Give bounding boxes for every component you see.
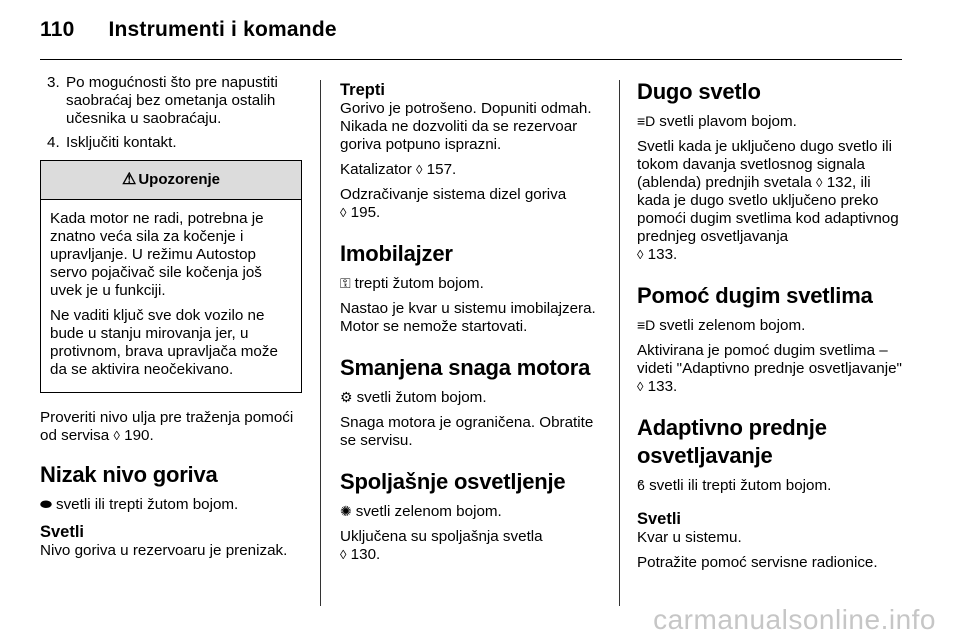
oil-ref: 190.	[124, 427, 154, 444]
adaptive-lighting-icon: ϐ	[637, 477, 646, 493]
exterior-light-icon: ✺	[340, 503, 352, 519]
exterior-light-heading: Spoljašnje osvetljenje	[340, 469, 566, 494]
adaptive-lighting-text-2: Potražite pomoć servisne radionice.	[637, 554, 878, 571]
high-beam-heading: Dugo svetlo	[637, 79, 761, 104]
trepti-heading: Trepti	[340, 81, 385, 99]
high-beam-ref-1: 132, ili kada je dugo svetlo uključeno preko pomoći dugim svetlima kod adaptivnog prednjeg osvetljavanja	[637, 174, 899, 245]
catalyst-ref: 157.	[426, 161, 457, 178]
adaptive-lighting-status-text: svetli ili trepti žutom bojom.	[649, 477, 832, 494]
oil-text: Proveriti nivo ulja pre traženja pomoći od servisa	[40, 409, 294, 444]
list-number: 4.	[47, 134, 60, 151]
column-divider-2	[619, 80, 620, 606]
page-ref-icon: ◊	[416, 162, 423, 177]
steps-list	[40, 74, 302, 152]
immobilizer-status	[340, 274, 606, 293]
page-ref-icon: ◊	[340, 205, 347, 220]
adaptive-lighting-text-1: Kvar u sistemu.	[637, 529, 742, 546]
fuel-sub-heading: Svetli	[40, 523, 85, 541]
fuel-status-text: svetli ili trepti žutom bojom.	[55, 496, 239, 513]
high-beam-assist-text: Aktivirana je pomoć dugim svetlima – videti "Adaptivno prednje osvetljavanje"	[637, 342, 902, 377]
catalyst-text: Katalizator	[340, 161, 412, 178]
page-ref-icon: ◊	[816, 175, 823, 190]
immobilizer-text: Nastao je kvar u sistemu imobilajzera. Motor se nemože startovati.	[340, 300, 596, 335]
diesel-ref: 195.	[350, 204, 381, 221]
high-beam-status	[637, 112, 905, 131]
adaptive-lighting-sub-heading: Svetli	[637, 510, 682, 528]
power-status-text: svetli žutom bojom.	[356, 389, 487, 406]
diesel-text: Odzračivanje sistema dizel goriva	[340, 186, 567, 203]
page-number: 110	[40, 18, 75, 41]
fuel-sub-text: Nivo goriva u rezervoaru je prenizak.	[40, 542, 288, 559]
warning-header	[41, 161, 301, 200]
high-beam-assist-heading: Pomoć dugim svetlima	[637, 283, 873, 308]
power-heading: Smanjena snaga motora	[340, 355, 591, 380]
warning-paragraph: Kada motor ne radi, potrebna je znatno veća sila za kočenje i upravljanje. U režimu Autostop servo pojačivač sile kočenja još uvek je u funkciji.	[50, 210, 264, 299]
high-beam-status-text: svetli plavom bojom.	[659, 113, 797, 130]
high-beam-icon: ≡D	[637, 113, 656, 129]
high-beam-paragraph	[637, 138, 905, 264]
immobilizer-status-text: trepti žutom bojom.	[354, 275, 484, 292]
warning-paragraph: Ne vaditi ključ sve dok vozilo ne bude u stanju mirovanja jer, u protivnom, brava upravljača može da se aktivira neočekivano.	[50, 307, 278, 378]
high-beam-assist-paragraph	[637, 342, 905, 396]
power-status	[340, 388, 606, 407]
exterior-light-text: Uključena su spoljašnja svetla	[340, 528, 543, 545]
high-beam-ref-2: 133.	[647, 246, 678, 263]
diesel-paragraph	[340, 186, 606, 222]
power-text: Snaga motora je ograničena. Obratite se servisu.	[340, 414, 594, 449]
list-text: Po mogućnosti što pre napustiti saobraćaj bez ometanja ostalih učesnika u saobraćaju.	[66, 74, 278, 127]
page-header	[40, 18, 337, 42]
high-beam-assist-icon: ≡D	[637, 317, 656, 333]
adaptive-lighting-status	[637, 476, 905, 495]
column-divider-1	[320, 80, 321, 606]
header-rule	[40, 59, 902, 60]
warning-body	[41, 200, 301, 392]
exterior-light-paragraph	[340, 528, 606, 564]
exterior-light-status	[340, 502, 606, 521]
high-beam-assist-ref: 133.	[647, 378, 678, 395]
exterior-light-status-text: svetli zelenom bojom.	[355, 503, 502, 520]
catalyst-paragraph	[340, 161, 606, 179]
list-text: Isključiti kontakt.	[66, 134, 177, 151]
engine-power-icon: ⚙	[340, 389, 353, 405]
oil-paragraph	[40, 409, 302, 445]
fuel-status	[40, 495, 302, 514]
list-number: 3.	[47, 74, 60, 91]
column-2	[340, 80, 606, 571]
watermark: carmanualsonline.info	[653, 604, 936, 635]
high-beam-assist-status	[637, 316, 905, 335]
fuel-indicator-icon: ⬬	[40, 496, 52, 512]
column-1	[40, 74, 302, 567]
column-3	[637, 78, 905, 579]
page-ref-icon: ◊	[113, 428, 120, 443]
immobilizer-heading: Imobilajzer	[340, 241, 453, 266]
list-item	[40, 74, 302, 128]
warning-triangle-icon: ⚠	[121, 171, 137, 188]
page-ref-icon: ◊	[340, 547, 347, 562]
page-title: Instrumenti i komande	[108, 18, 337, 41]
warning-title: Upozorenje	[138, 171, 221, 188]
high-beam-assist-status-text: svetli zelenom bojom.	[659, 317, 806, 334]
list-item	[40, 134, 302, 152]
warning-box	[40, 160, 302, 393]
fuel-heading: Nizak nivo goriva	[40, 462, 218, 487]
trepti-text: Gorivo je potrošeno. Dopuniti odmah. Nikada ne dozvoliti da se rezervoar goriva potpuno isprazni.	[340, 100, 592, 153]
adaptive-lighting-heading: Adaptivno prednje osvetljavanje	[637, 415, 827, 468]
page-ref-icon: ◊	[637, 247, 644, 262]
page-ref-icon: ◊	[637, 379, 644, 394]
immobilizer-icon: ⚿	[340, 275, 351, 291]
exterior-light-ref: 130.	[350, 546, 381, 563]
high-beam-text: Svetli kada je uključeno dugo svetlo ili tokom davanja svetlosnog signala (ablenda) prednjih svetala	[637, 138, 892, 191]
